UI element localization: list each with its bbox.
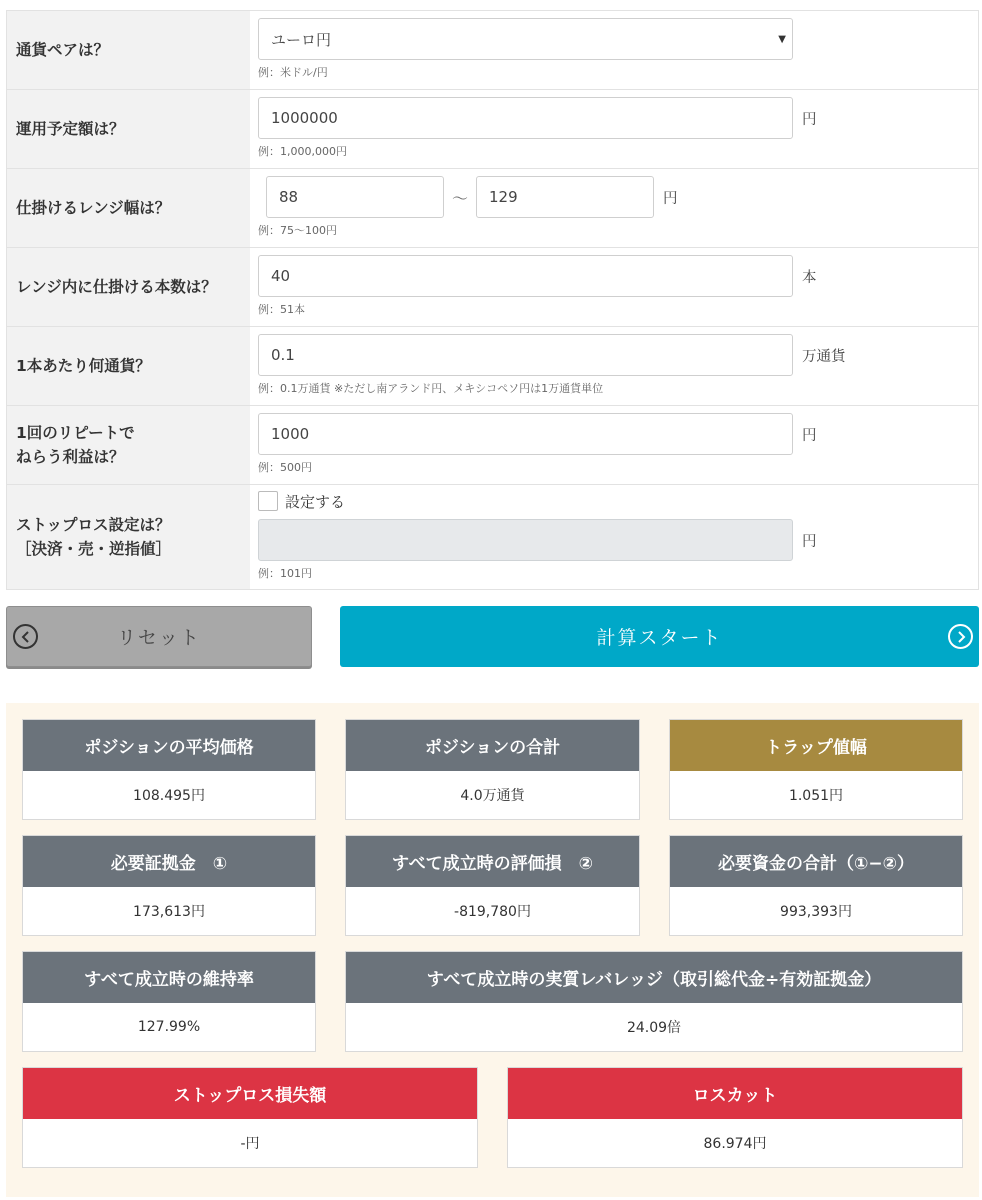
range-hint: 例：75〜100円 bbox=[258, 224, 337, 237]
result-loss-cut bbox=[507, 1067, 963, 1168]
lot-value: 0.1 bbox=[271, 346, 295, 364]
trap-width-value: 1.051円 bbox=[788, 788, 844, 804]
currency-pair-select[interactable] bbox=[258, 18, 793, 60]
count-hint: 例：51本 bbox=[258, 303, 305, 316]
profit-label-line2: ねらう利益は？ bbox=[16, 448, 125, 466]
profit-label-line1: 1回のリピートで bbox=[16, 424, 135, 442]
simulation-form bbox=[6, 10, 979, 590]
results-panel bbox=[6, 703, 979, 1197]
profit-label bbox=[7, 406, 250, 484]
row-range bbox=[7, 169, 978, 248]
stoploss-amount-title: ストップロス損失額 bbox=[23, 1068, 477, 1119]
budget-input[interactable] bbox=[258, 97, 793, 139]
margin-title: 必要証拠金 ① bbox=[23, 836, 315, 887]
calculate-start-label: 計算スタート bbox=[596, 627, 723, 649]
margin-value: 173,613円 bbox=[133, 904, 205, 920]
profit-input[interactable] bbox=[258, 413, 793, 455]
leverage-value: 24.09倍 bbox=[626, 1020, 682, 1036]
lot-hint: 例：0.1万通貨 ※ただし南アランド円、メキシコペソ円は1万通貨単位 bbox=[258, 382, 604, 395]
lot-unit: 万通貨 bbox=[802, 348, 846, 365]
avg-price-title: ポジションの平均価格 bbox=[23, 720, 315, 771]
total-funds-value: 993,393円 bbox=[780, 904, 852, 920]
result-leverage bbox=[345, 951, 963, 1052]
lot-label: 1本あたり何通貨？ bbox=[7, 327, 250, 405]
budget-unit: 円 bbox=[802, 111, 817, 128]
trap-width-title: トラップ値幅 bbox=[670, 720, 962, 771]
range-separator: 〜 bbox=[452, 188, 469, 208]
unrealized-loss-value: -819,780円 bbox=[454, 904, 531, 920]
stoploss-amount-value: -円 bbox=[240, 1136, 260, 1152]
count-unit: 本 bbox=[802, 269, 817, 286]
range-from-input[interactable] bbox=[266, 176, 444, 218]
loss-cut-value: 86.974円 bbox=[703, 1136, 767, 1152]
result-stoploss-amount bbox=[22, 1067, 478, 1168]
reset-button[interactable] bbox=[6, 606, 312, 667]
count-label: レンジ内に仕掛ける本数は？ bbox=[7, 248, 250, 326]
avg-price-value: 108.495円 bbox=[133, 788, 205, 804]
result-unrealized-loss bbox=[345, 835, 640, 936]
result-margin bbox=[22, 835, 316, 936]
chevron-right-circle-icon bbox=[948, 624, 973, 649]
row-profit bbox=[7, 406, 978, 485]
currency-pair-hint: 例：米ドル/円 bbox=[258, 66, 328, 79]
row-lot bbox=[7, 327, 978, 406]
profit-hint: 例：500円 bbox=[258, 461, 312, 474]
range-to-input[interactable] bbox=[476, 176, 654, 218]
stoploss-label-line1: ストップロス設定は？ bbox=[16, 516, 171, 534]
range-label: 仕掛けるレンジ幅は？ bbox=[7, 169, 250, 247]
stoploss-unit: 円 bbox=[802, 533, 817, 550]
stoploss-label bbox=[7, 485, 250, 589]
chevron-left-circle-icon bbox=[13, 624, 38, 649]
total-funds-title: 必要資金の合計（①−②） bbox=[670, 836, 962, 887]
range-unit: 円 bbox=[663, 190, 678, 207]
row-stoploss bbox=[7, 485, 978, 589]
row-budget bbox=[7, 90, 978, 169]
currency-pair-label: 通貨ペアは？ bbox=[7, 11, 250, 89]
maintenance-rate-value: 127.99% bbox=[137, 1019, 201, 1035]
row-count bbox=[7, 248, 978, 327]
count-input[interactable] bbox=[258, 255, 793, 297]
stoploss-checkbox[interactable] bbox=[258, 491, 278, 511]
chevron-down-icon: ▼ bbox=[778, 33, 786, 45]
range-from-value: 88 bbox=[279, 188, 299, 206]
result-total-funds bbox=[669, 835, 963, 936]
stoploss-checkbox-label[interactable]: 設定する bbox=[285, 492, 346, 511]
calculate-start-button[interactable] bbox=[340, 606, 979, 667]
loss-cut-title: ロスカット bbox=[508, 1068, 962, 1119]
total-position-value: 4.0万通貨 bbox=[460, 788, 525, 804]
result-trap-width bbox=[669, 719, 963, 820]
profit-unit: 円 bbox=[802, 427, 817, 444]
stoploss-label-line2: ［決済・売・逆指値］ bbox=[16, 540, 172, 558]
stoploss-input bbox=[258, 519, 793, 561]
leverage-title: すべて成立時の実質レバレッジ（取引総代金÷有効証拠金） bbox=[346, 952, 962, 1003]
currency-pair-value: ユーロ円 bbox=[271, 30, 332, 49]
budget-value: 1000000 bbox=[271, 109, 338, 127]
budget-hint: 例：1,000,000円 bbox=[258, 145, 347, 158]
row-currency-pair bbox=[7, 11, 978, 90]
budget-label: 運用予定額は？ bbox=[7, 90, 250, 168]
lot-input[interactable] bbox=[258, 334, 793, 376]
maintenance-rate-title: すべて成立時の維持率 bbox=[23, 952, 315, 1003]
unrealized-loss-title: すべて成立時の評価損 ② bbox=[346, 836, 639, 887]
profit-value: 1000 bbox=[271, 425, 310, 443]
result-avg-price bbox=[22, 719, 316, 820]
stoploss-hint: 例：101円 bbox=[258, 567, 312, 580]
result-maintenance-rate bbox=[22, 951, 316, 1052]
range-to-value: 129 bbox=[489, 188, 518, 206]
reset-button-label: リセット bbox=[117, 627, 201, 649]
total-position-title: ポジションの合計 bbox=[346, 720, 639, 771]
count-value: 40 bbox=[271, 267, 291, 285]
result-total-position bbox=[345, 719, 640, 820]
